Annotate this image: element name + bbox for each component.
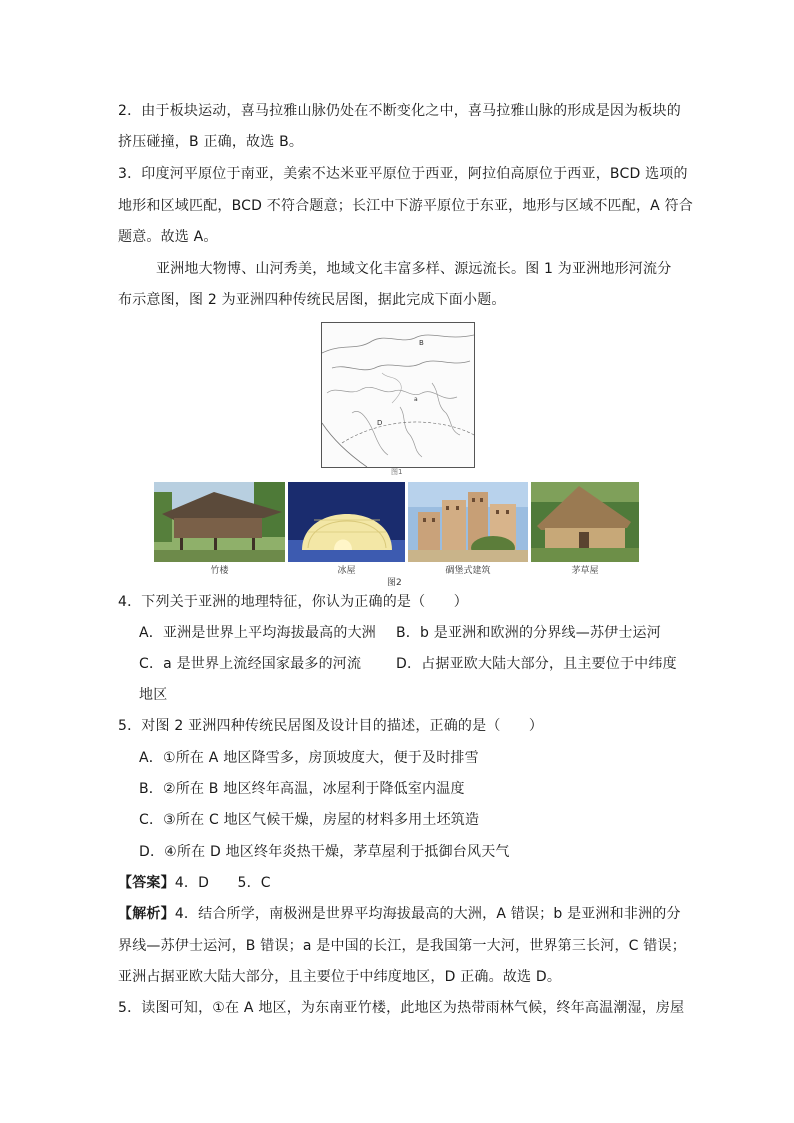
analysis-line3: 亚洲占据亚欧大陆大部分，且主要位于中纬度地区，D 正确。故选 D。 bbox=[118, 969, 562, 985]
intro-line2: 布示意图，图 2 为亚洲四种传统民居图，据此完成下面小题。 bbox=[118, 292, 506, 308]
thatched-hut-photo bbox=[531, 482, 639, 562]
answer-label: 【答案】 bbox=[118, 875, 175, 891]
q2-explanation-line1: 2．由于板块运动，喜马拉雅山脉仍处在不断变化之中，喜马拉雅山脉的形成是因为板块的 bbox=[118, 103, 681, 119]
q5-option-c: C．③所在 C 地区气候干燥，房屋的材料多用土坯筑造 bbox=[139, 812, 480, 828]
q3-explanation-line1: 3．印度河平原位于南亚，美索不达米亚平原位于西亚，阿拉伯高原位于西亚，BCD 选项的 bbox=[118, 166, 688, 182]
figure1-caption: 图1 bbox=[391, 468, 403, 476]
q4-option-b: B．b 是亚洲和欧洲的分界线—苏伊士运河 bbox=[396, 625, 661, 641]
analysis-line2: 界线—苏伊士运河，B 错误；a 是中国的长江，是我国第一大河，世界第三长河，C 错误； bbox=[118, 938, 686, 954]
fortress-building-photo bbox=[408, 482, 528, 562]
q2-explanation-line2: 挤压碰撞，B 正确，故选 B。 bbox=[118, 134, 304, 150]
photo-caption-bamboo: 竹楼 bbox=[210, 566, 229, 576]
q4-option-a: A．亚洲是世界上平均海拔最高的大洲 bbox=[139, 625, 376, 641]
photo-caption-fortress: 碉堡式建筑 bbox=[445, 566, 491, 576]
q4-option-d-cont: 地区 bbox=[139, 687, 168, 703]
q3-explanation-line2: 地形和区域匹配，BCD 不符合题意；长江中下游平原位于东亚，地形与区域不匹配，A 符合 bbox=[118, 198, 693, 214]
analysis-text1: 4．结合所学，南极洲是世界平均海拔最高的大洲，A 错误；b 是亚洲和非洲的分 bbox=[174, 906, 681, 922]
igloo-photo bbox=[288, 482, 405, 562]
map-label-a: a bbox=[414, 396, 418, 403]
q5-option-d: D．④所在 D 地区终年炎热干燥，茅草屋利于抵御台风天气 bbox=[139, 844, 510, 860]
analysis-label: 【解析】 bbox=[118, 906, 175, 922]
answer-line bbox=[118, 873, 271, 893]
asia-map-figure bbox=[321, 322, 475, 468]
q4-stem: 4．下列关于亚洲的地理特征，你认为正确的是（ ） bbox=[118, 594, 468, 610]
q5-option-b: B．②所在 B 地区终年高温，冰屋利于降低室内温度 bbox=[139, 781, 465, 797]
photo-caption-igloo: 冰屋 bbox=[337, 566, 356, 576]
answer-text: 4．D 5．C bbox=[174, 875, 271, 891]
analysis-line1 bbox=[118, 904, 681, 924]
asia-map-drawing bbox=[322, 323, 474, 467]
q5-stem: 5．对图 2 亚洲四种传统民居图及设计目的描述，正确的是（ ） bbox=[118, 718, 544, 734]
q4-option-d: D．占据亚欧大陆大部分，且主要位于中纬度 bbox=[396, 656, 677, 672]
map-label-d: D bbox=[377, 419, 383, 427]
q5-option-a: A．①所在 A 地区降雪多，房顶坡度大，便于及时排雪 bbox=[139, 750, 479, 766]
photo-caption-thatched: 茅草屋 bbox=[571, 566, 599, 576]
q4-option-c: C．a 是世界上流经国家最多的河流 bbox=[139, 656, 362, 672]
figure2-caption: 图2 bbox=[387, 578, 402, 588]
bamboo-house-photo bbox=[154, 482, 285, 562]
q3-explanation-line3: 题意。故选 A。 bbox=[118, 229, 218, 245]
analysis-line4: 5．读图可知，①在 A 地区，为东南亚竹楼，此地区为热带雨林气候，终年高温潮湿，房屋 bbox=[118, 1000, 685, 1016]
map-label-b: B bbox=[419, 339, 424, 347]
intro-line1: 亚洲地大物博、山河秀美，地域文化丰富多样、源远流长。图 1 为亚洲地形河流分 bbox=[156, 261, 672, 277]
